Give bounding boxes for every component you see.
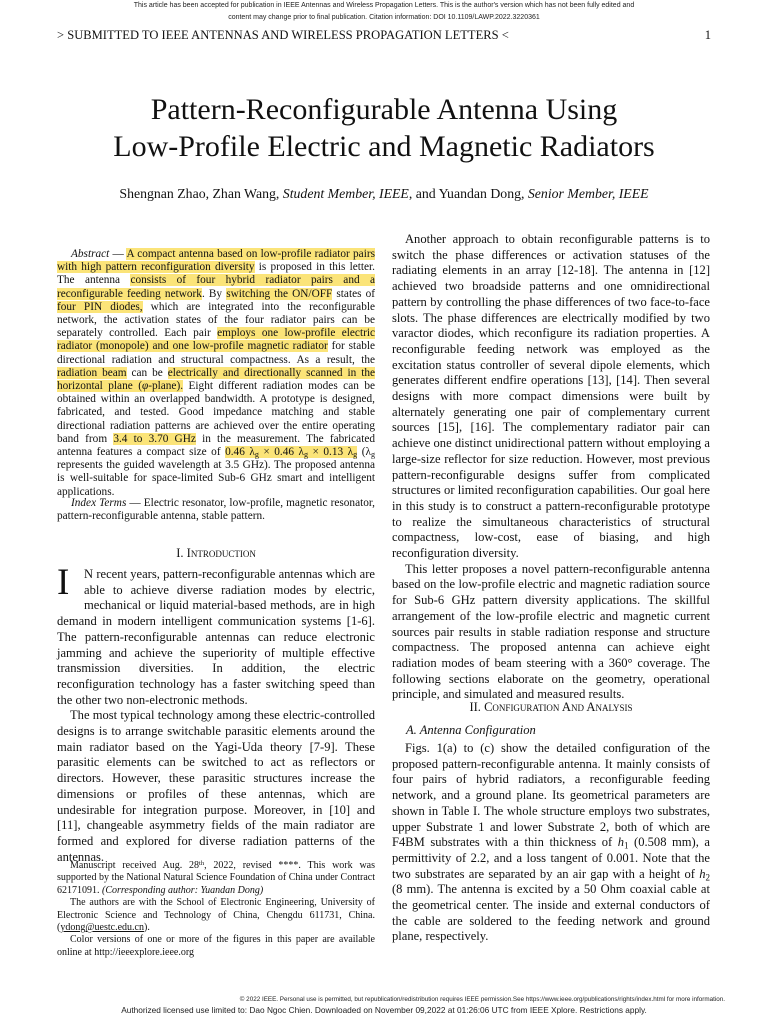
section-heading-configuration: II. Configuration And Analysis (469, 700, 633, 714)
footnotes (57, 860, 375, 959)
introduction-paragraph-2: The most typical technology among these electric-controlled designs is to arrange switchable parasitic elements around the main radiator based on the Yagi-Uda theory [7-9]. These parasitic elements can be switched to act as reflectors or directors. However, these parasitic structures increase the dimensions or profiles of these antennas, which are undesirable for integration purpose. Moreover, in [10] and [11], changeable asymmetry fields of the main radiator are formed and explored for diverse radiation patterns of the antennas. (57, 708, 375, 864)
section-heading-introduction: I. Introduction (176, 546, 256, 560)
author-names-1: Shengnan Zhao, Zhan Wang, (119, 186, 283, 201)
paragraph-text: (8 mm). The antenna is excited by a 50 Ohm coaxial cable at the geometrical center. The inside and external conductors of the cable are soldered to the feeding network and ground plane, respectively. (392, 882, 710, 944)
abstract-highlight: employs one low-profile electric radiator (monopole) and one low-profile magnetic radiator (57, 327, 375, 353)
subsection-heading-antenna-configuration: A. Antenna Configuration (406, 723, 536, 737)
antenna-configuration-body (392, 741, 710, 945)
abstract-text: — (109, 248, 127, 260)
size-dimension: × 0.46 λ (258, 446, 304, 459)
abstract-label: Abstract (71, 248, 110, 260)
abstract-text: represents the guided wavelength at 3.5 GHz). The proposed antenna is well-suitable for space-limited Sub-6 GHz smart and intelligent applications. (57, 459, 375, 498)
abstract-highlight: consists of four hybrid radiator pairs and a reconfigurable feeding network (57, 274, 376, 300)
abstract-text: is proposed in this letter. The antenna (57, 261, 375, 287)
size-dimension: × 0.13 λ (308, 446, 354, 459)
paper-title (0, 91, 768, 165)
lambda-subscript: g (370, 450, 376, 460)
size-dimension: 0.46 λ (225, 446, 255, 459)
author-line (0, 185, 768, 202)
abstract-highlight-text: -plane). (148, 380, 184, 393)
paragraph-letter-proposal: This letter proposes a novel pattern-reconfigurable antenna based on the low-profile electric and magnetic radiation source for Sub-6 GHz pattern diversity applications. The skillful arrangement of the low-profile electric and magnetic current sources pair results in stable radiation response and structure compactness. The proposed antenna can achieve eight radiation modes of beam steering with a 360° coverage. The following sections elaborate on the geometry, operational principle, and simulated and measured results. (392, 561, 710, 702)
paragraph-antenna-configuration (392, 741, 710, 945)
paragraph-text: Figs. 1(a) to (c) show the detailed configuration of the proposed pattern-reconfigurable antenna. It mainly consists of four pairs of hybrid radiators, a reconfigurable feeding network, and a ground plane. Its geometrical parameters are shown in Table I. The whole structure employs two substrates, upper Substrate 1 and lower Substrate 2, both of which are F4BM substrates with a thin thickness of (392, 741, 710, 850)
abstract-text: can be (126, 366, 168, 379)
title-line-1: Pattern-Reconfigurable Antenna Using (150, 93, 618, 126)
footnote-text: ). (143, 922, 150, 934)
abstract-text: . By (201, 287, 227, 300)
author-email-link[interactable]: ydong@uestc.edu.cn (60, 922, 144, 934)
phi-symbol: φ (141, 380, 149, 393)
paragraph-prior-approaches: Another approach to obtain reconfigurable patterns is to switch the phase differences or activation statuses of the radiating elements in an array [12-18]. The antenna in [12] achieved two broadside patterns and one omnidirectional pattern by controlling the phase differences of two face-to-face slots. The phase differences are electrically modified by two varactor diodes, which reconfigure its radiation properties. A reconfigurable feeding network was employed as the excitation status controller of several dipole elements, which generates different endfire operations [13], [14]. Then several designs with more compact dimensions were built by alternately generating one pair of complementary current sources [15], [16]. The complementary radiator pair can achieve one distinct unidirectional pattern without employing a large-size reflector for size reduction. However, most previous pattern-reconfigurable designs suffer from complicated structures or limited reconfiguration capabilities. Our goal here in this study is to construct a pattern-reconfigurable prototype to realize the simultaneous characteristics of structural compactness, low-cost, ease of biasing, and high reconfiguration diversity. (392, 232, 710, 561)
abstract-text: which are integrated into the reconfigurable network, the activation states of the four radiator pairs can be separately controlled. Each pair (57, 300, 375, 340)
h-symbol: h (617, 835, 624, 850)
ordinal-superscript: th (199, 860, 205, 868)
lambda-subscript: g (254, 450, 259, 460)
banner-line-1: This article has been accepted for publication in IEEE Antennas and Wireless Propagation Letters. This is the author's version which has not been fully edited and (133, 2, 635, 9)
footnote-text: Manuscript received Aug. 28 (70, 860, 200, 871)
author-names-2: , and Yuandan Dong, (408, 186, 528, 201)
footnote-affiliation (57, 897, 375, 934)
antenna-size-highlight (225, 446, 357, 458)
abstract-highlight-text: electrically and directionally scanned in the horizontal plane ( (57, 366, 375, 393)
paragraph-text: N recent years, pattern-reconfigurable antennas which are able to achieve diverse radiation modes by electric, mechanical or liquid material-based methods, are in high demand in modern intelligent communication systems [1-6]. The pattern-reconfigurable antennas can reduce electronic jamming and achieve the superiority of multiple effective transmission diversities. In addition, the electric reconfiguration technology has a faster switching speed than the other two non-electronic methods. (57, 567, 375, 707)
h-subscript: 2 (705, 871, 710, 882)
abstract-text: for stable directional radiation and structural compactness. As a result, the (57, 340, 376, 366)
index-terms-text: — Electric resonator, low-profile, magnetic resonator, pattern-reconfigurable antenna, stable pattern. (57, 497, 375, 523)
author-membership-1: Student Member, IEEE (282, 186, 409, 201)
abstract-text: in the measurement. The fabricated antenna features a compact size of (57, 432, 375, 459)
lambda-subscript: g (353, 450, 358, 460)
title-line-2: Low-Profile Electric and Magnetic Radiators (113, 130, 655, 163)
running-head: > SUBMITTED TO IEEE ANTENNAS AND WIRELESS PROPAGATION LETTERS < (57, 28, 509, 42)
index-terms-label: Index Terms (71, 497, 127, 509)
drop-cap: I (57, 562, 70, 603)
license-notice: Authorized licensed use limited to: Dao Ngoc Chien. Downloaded on November 09,2022 at 01:26:06 UTC from IEEE Xplore. Restrictions apply. (121, 1005, 647, 1015)
banner-line-2: content may change prior to final publication. Citation information: DOI 10.1109/LAWP.2022.3220361 (228, 14, 540, 21)
abstract-text: states of (332, 287, 376, 300)
abstract-highlight: radiation beam (57, 366, 127, 379)
abstract-highlight: switching the ON/OFF (226, 287, 333, 300)
footnote-color-versions: Color versions of one or more of the figures in this paper are available online at http://ieeexplore.ieee.org (57, 934, 375, 958)
h-subscript: 1 (623, 840, 629, 851)
lambda-symbol: λ (365, 446, 371, 459)
abstract-highlight: 3.4 to 3.70 GHz (113, 432, 196, 445)
footnote-manuscript (57, 860, 375, 897)
page-number: 1 (704, 28, 711, 42)
abstract-highlight: four PIN diodes, (57, 300, 143, 313)
acceptance-banner (0, 0, 768, 24)
author-membership-2: Senior Member, IEEE (527, 186, 649, 201)
corresponding-author: (Corresponding author: Yuandan Dong) (102, 884, 264, 896)
footnote-text: , 2022, revised ****. This work was supported by the National Natural Science Foundation of China under Contract 62171091. (57, 860, 376, 896)
lambda-subscript: g (303, 450, 309, 460)
copyright-notice: © 2022 IEEE. Personal use is permitted, but republication/redistribution requires IEEE permission.See https://www.ieee.org/publications/rights/index.html for more information. (239, 996, 725, 1003)
abstract-highlight: A compact antenna based on low-profile radiator pairs with high pattern reconfiguration diversity (57, 248, 375, 274)
introduction-paragraph-1 (57, 562, 375, 708)
h-symbol: h (699, 866, 706, 881)
abstract-text: Eight different radiation modes can be obtained within an overlapped bandwidth. A prototype is designed, fabricated, and tested. Good impedance matching and stable directional radiation patterns are achieved over the entire operating band from (57, 380, 375, 445)
abstract-text: ( (357, 446, 366, 459)
index-terms (57, 497, 375, 523)
footnote-text: The authors are with the School of Electronic Engineering, University of Electronic Science and Technology of China, Chengdu 611731, China. ( (57, 897, 375, 934)
paragraph-text: (0.508 mm), a permittivity of 2.2, and a loss tangent of 0.001. Note that the two substrates are separated by an air gap with a height of (392, 835, 710, 881)
right-column-body (392, 232, 710, 703)
abstract (57, 248, 375, 499)
